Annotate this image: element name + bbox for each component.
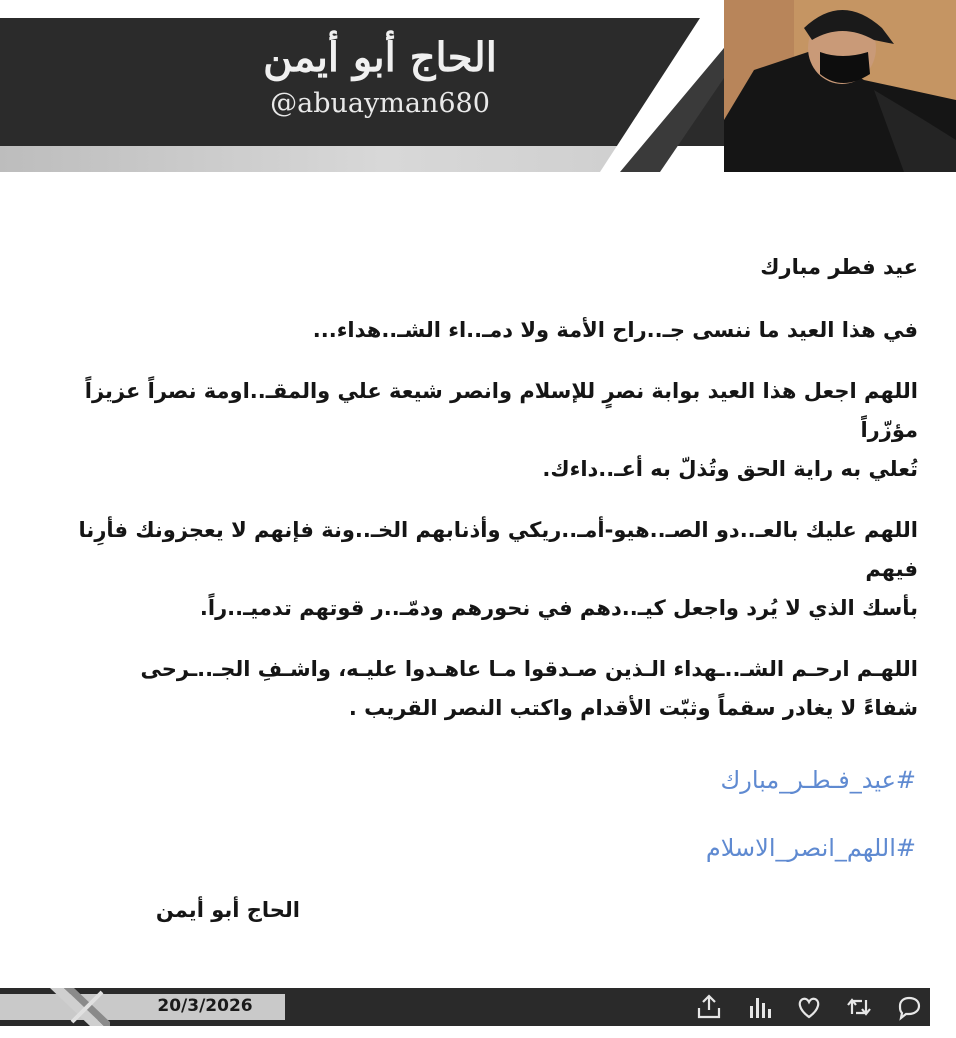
post-line: اللهم اجعل هذا العيد بوابة نصرٍ للإسلام وانصر شيعة علي والمقـ..اومة نصراً عزيزاً مؤزّراً xyxy=(84,379,918,442)
hashtag-link[interactable]: #اللهم_انصر_الاسلام xyxy=(705,834,916,862)
like-icon[interactable] xyxy=(794,992,824,1022)
post-line: اللهـم ارحـم الشـ..ـهداء الـذين صـدقوا مـا عاهـدوا عليـه، واشـفِ الجـ..ـرحى xyxy=(140,657,918,681)
action-bar xyxy=(690,992,930,1022)
post-paragraph xyxy=(30,372,918,489)
retweet-icon[interactable] xyxy=(844,992,874,1022)
share-icon[interactable] xyxy=(694,992,724,1022)
post-line: اللهم عليك بالعـ..دو الصـ..هيو-أمـ..ريكي وأذنابهم الخـ..ونة فإنهم لا يعجزونك فأرِنا فيهم xyxy=(78,518,918,581)
avatar[interactable] xyxy=(724,0,956,172)
header-banner-strip xyxy=(0,146,640,172)
profile-handle[interactable]: @abuayman680 xyxy=(270,88,490,119)
post-line: تُعلي به راية الحق وتُذلّ به أعـ..داءك. xyxy=(542,457,918,481)
reply-icon[interactable] xyxy=(894,992,924,1022)
views-icon[interactable] xyxy=(744,992,774,1022)
post-paragraph xyxy=(30,511,918,628)
hashtag-list xyxy=(216,760,916,896)
post-line: شفاءً لا يغادر سقماً وثبّت الأقدام واكتب النصر القريب . xyxy=(348,696,918,720)
signature: الحاج أبو أيمن xyxy=(155,898,300,922)
hashtag-link[interactable]: #عيد_فـطـر_مبارك xyxy=(720,766,916,794)
profile-name: الحاج أبو أيمن xyxy=(263,34,497,81)
post-paragraph xyxy=(30,650,918,728)
post-date: 20/3/2026 xyxy=(157,996,253,1016)
post-body xyxy=(30,248,918,750)
post-line: بأسك الذي لا يُرد واجعل كيـ..دهم في نحورهم ودمّـ..ر قوتهم تدميـ..راً. xyxy=(199,596,918,620)
avatar-photo xyxy=(724,0,956,172)
banner-wedge-decoration xyxy=(600,18,724,172)
post-line: في هذا العيد ما ننسى جـ..راح الأمة ولا دمـ..اء الشـ..هداء... xyxy=(312,318,918,342)
post-greeting: عيد فطر مبارك xyxy=(760,255,918,279)
x-logo-icon xyxy=(50,988,110,1026)
